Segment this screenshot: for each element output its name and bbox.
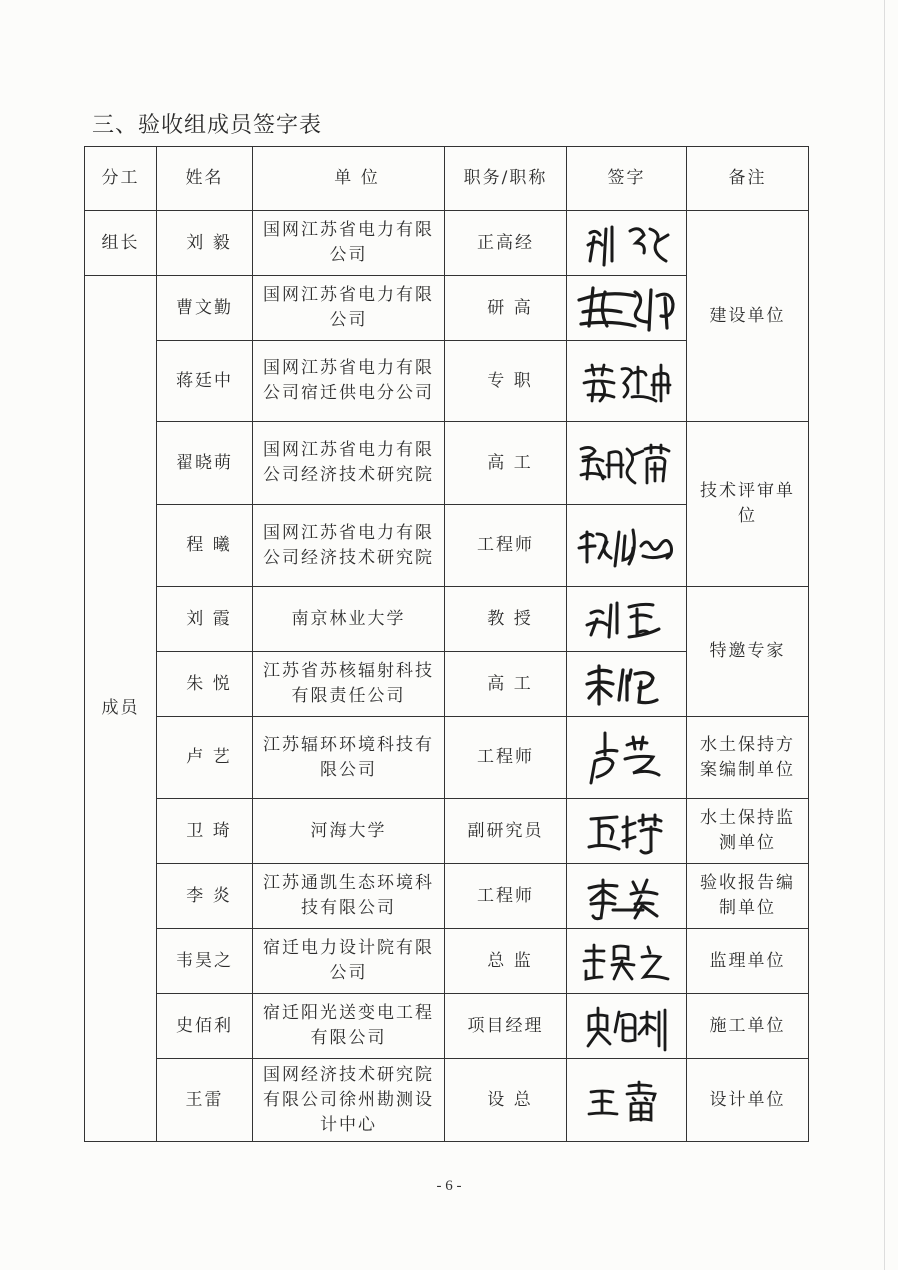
member-unit: 江苏通凯生态环境科技有限公司 (253, 864, 445, 929)
remark-design: 设计单位 (687, 1059, 809, 1142)
member-name: 史佰利 (157, 994, 253, 1059)
remark-acceptance-report: 验收报告编制单位 (687, 864, 809, 929)
table-row (85, 1059, 809, 1142)
handwritten-signature (569, 278, 685, 338)
handwritten-signature (571, 435, 683, 491)
division-member: 成员 (85, 276, 157, 1142)
handwritten-signature (577, 656, 677, 712)
member-title: 教 授 (445, 587, 567, 652)
remark-tech-review: 技术评审单位 (687, 422, 809, 587)
header-remark: 备注 (687, 147, 809, 211)
handwritten-signature (577, 725, 677, 791)
handwritten-signature (571, 518, 683, 574)
table-row (85, 929, 809, 994)
signature-cell (567, 341, 687, 422)
handwritten-signature (577, 998, 677, 1054)
member-title: 副研究员 (445, 799, 567, 864)
signature-cell (567, 864, 687, 929)
member-unit: 国网江苏省电力有限公司宿迁供电分公司 (253, 341, 445, 422)
member-title: 设 总 (445, 1059, 567, 1142)
signature-cell (567, 929, 687, 994)
handwritten-signature (572, 353, 682, 409)
member-unit: 国网经济技术研究院有限公司徐州勘测设计中心 (253, 1059, 445, 1142)
signature-cell (567, 587, 687, 652)
member-title: 工程师 (445, 505, 567, 587)
member-title: 项目经理 (445, 994, 567, 1059)
handwritten-signature (572, 215, 682, 271)
member-name: 刘 毅 (157, 211, 253, 276)
signature-cell (567, 505, 687, 587)
handwritten-signature (577, 591, 677, 647)
handwritten-signature (577, 868, 677, 924)
member-unit: 国网江苏省电力有限公司 (253, 276, 445, 341)
page-edge (884, 0, 885, 1270)
table-row (85, 717, 809, 799)
member-name: 朱 悦 (157, 652, 253, 717)
member-title: 专 职 (445, 341, 567, 422)
header-division: 分工 (85, 147, 157, 211)
table-row (85, 799, 809, 864)
table-row (85, 422, 809, 505)
handwritten-signature (577, 1072, 677, 1128)
member-title: 工程师 (445, 864, 567, 929)
member-name: 刘 霞 (157, 587, 253, 652)
member-title: 高 工 (445, 652, 567, 717)
table-row (85, 587, 809, 652)
division-leader: 组长 (85, 211, 157, 276)
member-name: 王雷 (157, 1059, 253, 1142)
signature-cell (567, 652, 687, 717)
header-signature: 签字 (567, 147, 687, 211)
remark-swc-plan: 水土保持方案编制单位 (687, 717, 809, 799)
member-name: 蒋廷中 (157, 341, 253, 422)
member-unit: 国网江苏省电力有限公司经济技术研究院 (253, 505, 445, 587)
signature-cell (567, 422, 687, 505)
member-name: 曹文勤 (157, 276, 253, 341)
table-header-row (85, 147, 809, 211)
member-name: 李 炎 (157, 864, 253, 929)
member-name: 翟晓萌 (157, 422, 253, 505)
signature-cell (567, 211, 687, 276)
signature-cell (567, 717, 687, 799)
signature-table (84, 146, 809, 1142)
signature-cell (567, 1059, 687, 1142)
member-name: 韦昊之 (157, 929, 253, 994)
remark-swc-monitor: 水土保持监测单位 (687, 799, 809, 864)
remark-construction: 建设单位 (687, 211, 809, 422)
remark-expert: 特邀专家 (687, 587, 809, 717)
header-unit: 单 位 (253, 147, 445, 211)
member-unit: 宿迁电力设计院有限公司 (253, 929, 445, 994)
member-name: 程 曦 (157, 505, 253, 587)
header-name: 姓名 (157, 147, 253, 211)
member-unit: 江苏省苏核辐射科技有限责任公司 (253, 652, 445, 717)
signature-cell (567, 994, 687, 1059)
page-number: - 6 - (436, 1178, 462, 1194)
member-name: 卫 琦 (157, 799, 253, 864)
member-unit: 南京林业大学 (253, 587, 445, 652)
header-title: 职务/职称 (445, 147, 567, 211)
handwritten-signature (572, 933, 682, 989)
member-unit: 宿迁阳光送变电工程有限公司 (253, 994, 445, 1059)
member-title: 研 高 (445, 276, 567, 341)
signature-cell (567, 276, 687, 341)
handwritten-signature (577, 803, 677, 859)
member-unit: 河海大学 (253, 799, 445, 864)
remark-contractor: 施工单位 (687, 994, 809, 1059)
table-row (85, 864, 809, 929)
member-title: 高 工 (445, 422, 567, 505)
section-title: 三、验收组成员签字表 (92, 113, 323, 138)
member-title: 正高经 (445, 211, 567, 276)
member-title: 工程师 (445, 717, 567, 799)
table-row (85, 211, 809, 276)
signature-cell (567, 799, 687, 864)
member-title: 总 监 (445, 929, 567, 994)
table-row (85, 994, 809, 1059)
member-unit: 国网江苏省电力有限公司 (253, 211, 445, 276)
member-unit: 江苏辐环环境科技有限公司 (253, 717, 445, 799)
member-unit: 国网江苏省电力有限公司经济技术研究院 (253, 422, 445, 505)
remark-supervision: 监理单位 (687, 929, 809, 994)
member-name: 卢 艺 (157, 717, 253, 799)
